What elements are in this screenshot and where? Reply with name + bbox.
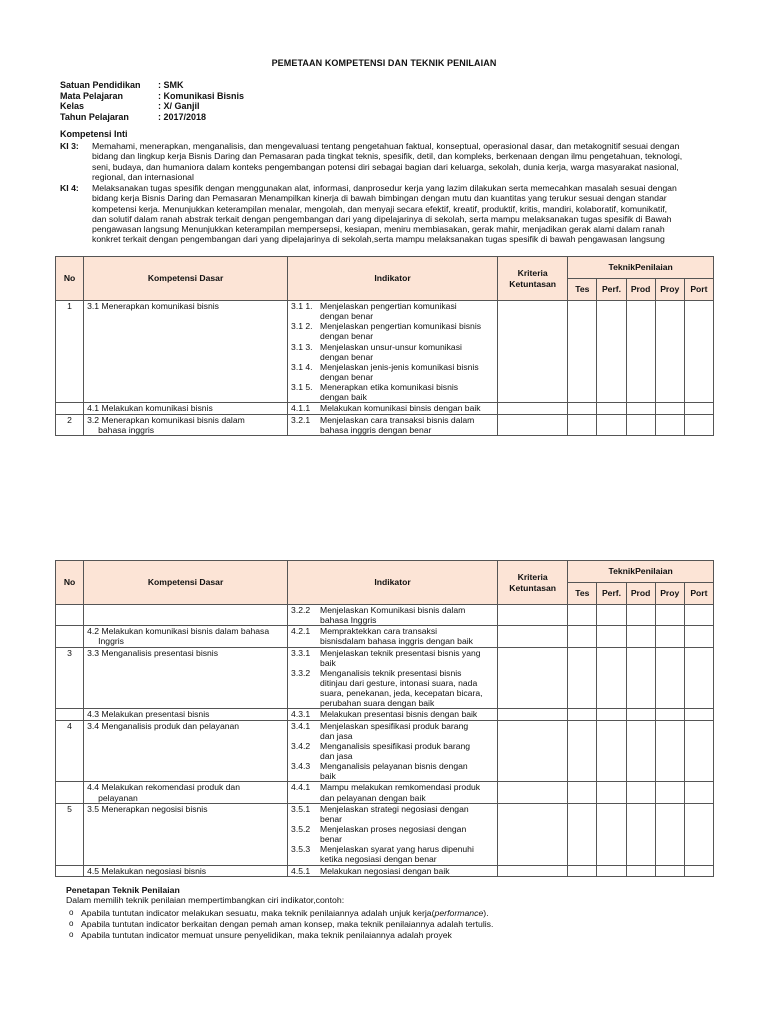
indikator-line: Melakukan negosiasi dengan baik xyxy=(320,865,450,876)
row-number xyxy=(56,626,84,647)
indikator-text xyxy=(320,741,494,761)
port-cell[interactable] xyxy=(684,709,713,720)
kompetensi-dasar-cell xyxy=(84,709,288,720)
header-port: Port xyxy=(684,279,713,301)
indikator-line: baik xyxy=(320,657,336,668)
indikator-number: 3.5.2 xyxy=(291,823,311,834)
kompetensi-dasar-line: 4.4 Melakukan rekomendasi produk dan xyxy=(87,782,240,793)
kompetensi-dasar-cell xyxy=(84,301,288,403)
tes-cell[interactable] xyxy=(568,803,597,865)
proy-cell[interactable] xyxy=(655,720,684,782)
kompetensi-dasar-cell xyxy=(84,414,288,435)
kriteria-cell[interactable] xyxy=(498,803,568,865)
port-cell[interactable] xyxy=(684,605,713,626)
port-cell[interactable] xyxy=(684,720,713,782)
kriteria-cell[interactable] xyxy=(498,403,568,414)
proy-cell[interactable] xyxy=(655,709,684,720)
indikator-line: Menjelaskan unsur-unsur komunikasi xyxy=(320,341,462,352)
indikator-item xyxy=(291,866,494,876)
indikator-number: 3.1 5. xyxy=(291,382,313,393)
kompetensi-dasar-line: 3.5 Menerapkan negosisi bisnis xyxy=(87,803,208,814)
header-kriteria xyxy=(498,257,568,301)
indikator-number: 3.5.1 xyxy=(291,803,311,814)
notes-item-text: Apabila tuntutan indicator melakukan sesuatu, maka teknik penilaiannya adalah unjuk kerja( xyxy=(81,907,435,918)
indikator-item xyxy=(291,844,494,864)
indikator-number: 3.3.1 xyxy=(291,647,311,658)
indikator-text xyxy=(320,301,494,321)
header-indikator: Indikator xyxy=(288,561,498,605)
tes-cell[interactable] xyxy=(568,865,597,876)
perf-cell[interactable] xyxy=(597,605,626,626)
kompetensi-dasar-line: 4.2 Melakukan komunikasi bisnis dalam bahasa xyxy=(87,626,270,637)
indikator-line: Menjelaskan spesifikasi produk barang xyxy=(320,720,469,731)
indikator-line: Menjelaskan pengertian komunikasi xyxy=(320,301,457,311)
bullet-icon: o xyxy=(69,907,74,917)
indikator-number: 4.5.1 xyxy=(291,865,311,876)
ki3-line: Memahami, menerapkan, menganalisis, dan mengevaluasi tentang pengetahuan faktual, konseptual, operasional dasar, dan metakognitif sesuai dengan xyxy=(92,141,680,151)
indikator-line: dengan benar xyxy=(320,311,374,322)
indikator-line: Menjelaskan syarat yang harus dipenuhi xyxy=(320,844,474,855)
indikator-text xyxy=(320,362,494,382)
row-number: 3 xyxy=(56,647,84,709)
ki4-block xyxy=(60,183,716,245)
identity-label: Mata Pelajaran xyxy=(60,90,124,101)
indikator-text xyxy=(320,782,494,802)
prod-cell[interactable] xyxy=(626,865,655,876)
port-cell[interactable] xyxy=(684,865,713,876)
row-number: 5 xyxy=(56,803,84,865)
header-proy: Proy xyxy=(655,279,684,301)
identity-row xyxy=(60,101,244,112)
indikator-line: Mampu melakukan remkomendasi produk xyxy=(320,782,481,793)
header-proy: Proy xyxy=(655,583,684,605)
indikator-line: baik xyxy=(320,771,336,782)
table-row xyxy=(56,803,714,865)
indikator-line: dan jasa xyxy=(320,730,353,741)
indikator-line: Menganalisis pelayanan bisnis dengan xyxy=(320,761,468,772)
kompetensi-dasar-cell xyxy=(84,605,288,626)
notes-item xyxy=(66,908,716,919)
notes-item-tail: ). xyxy=(483,907,489,918)
indikator-number: 3.4.1 xyxy=(291,720,311,731)
indikator-cell xyxy=(288,782,498,803)
indikator-cell xyxy=(288,626,498,647)
indikator-line: dengan baik xyxy=(320,392,367,403)
indikator-line: Menjelaskan jenis-jenis komunikasi bisnis xyxy=(320,361,479,372)
kompetensi-dasar-cell xyxy=(84,647,288,709)
header-perf: Perf. xyxy=(597,583,626,605)
indikator-line: dengan benar xyxy=(320,351,374,362)
identity-row xyxy=(60,112,244,123)
notes-item xyxy=(66,919,716,930)
document-title: PEMETAAN KOMPETENSI DAN TEKNIK PENILAIAN xyxy=(271,58,497,68)
indikator-text xyxy=(320,626,494,646)
indikator-line: dengan benar xyxy=(320,331,374,342)
proy-cell[interactable] xyxy=(655,605,684,626)
prod-cell[interactable] xyxy=(626,605,655,626)
kriteria-cell[interactable] xyxy=(498,626,568,647)
indikator-item xyxy=(291,709,494,719)
kompetensi-dasar-cell xyxy=(84,626,288,647)
indikator-number: 3.1 4. xyxy=(291,361,313,372)
competency-table-1 xyxy=(55,256,714,436)
perf-cell[interactable] xyxy=(597,403,626,414)
proy-cell[interactable] xyxy=(655,626,684,647)
notes-item-text: Apabila tuntutan indicator berkaitan dengan pemah aman konsep, maka teknik penilaiannya adalah tertulis. xyxy=(81,918,494,929)
table-row xyxy=(56,782,714,803)
identity-label: Kelas xyxy=(60,101,85,111)
header-kompetensi-dasar: Kompetensi Dasar xyxy=(84,561,288,605)
ki4-line: dan solutif dalam ranah abstrak terkait dengan pengembangan dari yang dipelajarinya di sekolah, serta mampu melaksanakan tugas spesifik di Bawah xyxy=(92,213,672,224)
indikator-text xyxy=(320,605,494,625)
notes-list xyxy=(66,908,716,941)
ki4-text xyxy=(92,183,716,245)
indikator-cell xyxy=(288,403,498,414)
indikator-item xyxy=(291,668,494,709)
indikator-text xyxy=(320,761,494,781)
indikator-line: benar xyxy=(320,813,343,824)
bullet-icon: o xyxy=(69,918,74,928)
header-indikator: Indikator xyxy=(288,257,498,301)
indikator-line: Menjelaskan pengertian komunikasi bisnis xyxy=(320,321,482,332)
indikator-number: 3.5.3 xyxy=(291,844,311,855)
header-teknik-penilaian: TeknikPenilaian xyxy=(568,561,714,583)
prod-cell[interactable] xyxy=(626,720,655,782)
indikator-text xyxy=(320,321,494,341)
perf-cell[interactable] xyxy=(597,626,626,647)
indikator-cell xyxy=(288,414,498,435)
row-number xyxy=(56,709,84,720)
indikator-text xyxy=(320,342,494,362)
ki4-line: kompetensi kerja. Menunjukkan keterampilan menalar, mengolah, dan menyaji secara efektif, kreatif, produktif, kritis, mandiri, kolaboratif, komunikatif, xyxy=(92,203,668,214)
indikator-line: ketika negosiasi dengan benar xyxy=(320,854,437,865)
kriteria-cell[interactable] xyxy=(498,782,568,803)
prod-cell[interactable] xyxy=(626,647,655,709)
row-number: 2 xyxy=(56,414,84,435)
header-kriteria-line: Kriteria xyxy=(517,572,548,583)
table-row xyxy=(56,647,714,709)
indikator-number: 3.3.2 xyxy=(291,667,311,678)
kompetensi-dasar-cell xyxy=(84,803,288,865)
indikator-number: 3.2.1 xyxy=(291,414,311,425)
kompetensi-dasar-line: 3.3 Menganalisis presentasi bisnis xyxy=(87,647,219,658)
indikator-line: Menganalisis spesifikasi produk barang xyxy=(320,740,471,751)
tes-cell[interactable] xyxy=(568,301,597,403)
port-cell[interactable] xyxy=(684,301,713,403)
indikator-number: 4.3.1 xyxy=(291,709,311,720)
perf-cell[interactable] xyxy=(597,720,626,782)
indikator-number: 3.1 3. xyxy=(291,341,313,352)
indikator-line: Melakukan presentasi bisnis dengan baik xyxy=(320,709,478,720)
tes-cell[interactable] xyxy=(568,647,597,709)
indikator-cell xyxy=(288,865,498,876)
tes-cell[interactable] xyxy=(568,605,597,626)
indikator-text xyxy=(320,844,494,864)
ki3-line: regional, dan internasional xyxy=(92,171,194,182)
kriteria-cell[interactable] xyxy=(498,720,568,782)
header-kriteria-line: Ketuntasan xyxy=(509,582,557,593)
indikator-text xyxy=(320,709,494,719)
header-prod: Prod xyxy=(626,279,655,301)
kompetensi-dasar-line: 4.5 Melakukan negosiasi bisnis xyxy=(87,865,207,876)
row-number: 4 xyxy=(56,720,84,782)
indikator-line: Menganalisis teknik presentasi bisnis xyxy=(320,667,462,678)
prod-cell[interactable] xyxy=(626,626,655,647)
kriteria-cell[interactable] xyxy=(498,605,568,626)
indikator-number: 3.1 1. xyxy=(291,301,313,311)
row-number: 1 xyxy=(56,301,84,403)
ki3-text xyxy=(92,141,716,182)
proy-cell[interactable] xyxy=(655,865,684,876)
proy-cell[interactable] xyxy=(655,782,684,803)
bullet-icon: o xyxy=(69,929,74,939)
table-row xyxy=(56,865,714,876)
perf-cell[interactable] xyxy=(597,803,626,865)
indikator-item xyxy=(291,415,494,435)
proy-cell[interactable] xyxy=(655,803,684,865)
indikator-item xyxy=(291,342,494,362)
tes-cell[interactable] xyxy=(568,626,597,647)
indikator-number: 3.2.2 xyxy=(291,605,311,615)
row-number xyxy=(56,865,84,876)
ki3-block xyxy=(60,141,716,182)
header-kriteria-line: Ketuntasan xyxy=(509,278,557,289)
indikator-item xyxy=(291,321,494,341)
indikator-line: Menjelaskan strategi negosiasi dengan xyxy=(320,803,469,814)
indikator-line: Menjelaskan Komunikasi bisnis dalam xyxy=(320,605,466,615)
table-row xyxy=(56,709,714,720)
indikator-item xyxy=(291,721,494,741)
indikator-item xyxy=(291,301,494,321)
prod-cell[interactable] xyxy=(626,803,655,865)
kompetensi-dasar-line: 3.4 Menganalisis produk dan pelayanan xyxy=(87,720,240,731)
ki3-line: seni, budaya, dan humaniora dalam konteks pengembangan potensi diri sebagai bagian dari keluarga, sekolah, dunia kerja, warga masyarakat nasional, xyxy=(92,161,679,172)
notes-item-text: Apabila tuntutan indicator memuat unsure penyelidikan, maka teknik penilaiannya adalah proyek xyxy=(81,929,452,940)
port-cell[interactable] xyxy=(684,403,713,414)
proy-cell[interactable] xyxy=(655,647,684,709)
ki4-line: pengawasan langsung Menunjukkan keterampilan mempersepsi, kesiapan, meniru membiasakan, gerak mahir, menjadikan gerak alami dalam ranah xyxy=(92,224,665,235)
indikator-text xyxy=(320,804,494,824)
port-cell[interactable] xyxy=(684,647,713,709)
kompetensi-dasar-line: 4.3 Melakukan presentasi bisnis xyxy=(87,709,210,720)
indikator-number: 4.2.1 xyxy=(291,626,311,637)
notes-intro: Dalam memilih teknik penilaian mempertimbangkan ciri indikator,contoh: xyxy=(66,895,345,906)
indikator-cell xyxy=(288,709,498,720)
indikator-line: Menerapkan etika komunikasi bisnis xyxy=(320,382,459,393)
tes-cell[interactable] xyxy=(568,782,597,803)
kriteria-cell[interactable] xyxy=(498,865,568,876)
indikator-item xyxy=(291,782,494,802)
proy-cell[interactable] xyxy=(655,301,684,403)
indikator-line: Menjelaskan teknik presentasi bisnis yang xyxy=(320,647,481,658)
kompetensi-dasar-cell xyxy=(84,782,288,803)
kriteria-cell[interactable] xyxy=(498,709,568,720)
indikator-cell xyxy=(288,647,498,709)
table-row xyxy=(56,403,714,414)
perf-cell[interactable] xyxy=(597,647,626,709)
ki3-line: bidang dan lingkup kerja Bisnis Daring dan Pemasaran pada tingkat teknis, spesifik, detil, dan kompleks, berkenaan dengan ilmu pengetahuan, teknologi, xyxy=(92,151,683,162)
ki4-line: konkret terkait dengan pengembangan dari yang dipelajarinya di sekolah,serta mampu melaksanakan tugas spesifik di bawah pengawasan langsung xyxy=(92,234,665,245)
indikator-line: dengan benar xyxy=(320,371,374,382)
ki3-key: KI 3: xyxy=(60,141,79,151)
indikator-item xyxy=(291,605,494,625)
indikator-number: 4.4.1 xyxy=(291,782,311,793)
header-kompetensi-dasar: Kompetensi Dasar xyxy=(84,257,288,301)
kompetensi-dasar-cell xyxy=(84,865,288,876)
perf-cell[interactable] xyxy=(597,782,626,803)
indikator-item xyxy=(291,761,494,781)
notes-heading: Penetapan Teknik Penilaian xyxy=(66,885,180,895)
indikator-line: dan jasa xyxy=(320,750,353,761)
assessment-notes xyxy=(66,885,716,941)
indikator-line: Mempraktekkan cara transaksi xyxy=(320,626,438,637)
port-cell[interactable] xyxy=(684,414,713,435)
proy-cell[interactable] xyxy=(655,403,684,414)
table-row xyxy=(56,414,714,435)
identity-label: Satuan Pendidikan xyxy=(60,80,141,90)
port-cell[interactable] xyxy=(684,626,713,647)
competency-table-2 xyxy=(55,560,714,877)
prod-cell[interactable] xyxy=(626,414,655,435)
identity-value: : 2017/2018 xyxy=(158,111,207,122)
port-cell[interactable] xyxy=(684,782,713,803)
header-perf: Perf. xyxy=(597,279,626,301)
indikator-item xyxy=(291,741,494,761)
tes-cell[interactable] xyxy=(568,414,597,435)
header-tes: Tes xyxy=(568,279,597,301)
indikator-line: dan pelayanan dengan baik xyxy=(320,792,426,803)
kompetensi-dasar-line: 3.2 Menerapkan komunikasi bisnis dalam xyxy=(87,414,245,425)
kompetensi-inti-heading: Kompetensi Inti xyxy=(60,129,128,139)
indikator-item xyxy=(291,804,494,824)
header-tes: Tes xyxy=(568,583,597,605)
identity-block xyxy=(60,80,244,122)
indikator-item xyxy=(291,403,494,413)
indikator-item xyxy=(291,362,494,382)
proy-cell[interactable] xyxy=(655,414,684,435)
header-no: No xyxy=(56,257,84,301)
indikator-cell xyxy=(288,803,498,865)
tes-cell[interactable] xyxy=(568,720,597,782)
tes-cell[interactable] xyxy=(568,403,597,414)
kompetensi-dasar-line: 3.1 Menerapkan komunikasi bisnis xyxy=(87,301,219,311)
kompetensi-dasar-cell xyxy=(84,403,288,414)
row-number xyxy=(56,782,84,803)
indikator-text xyxy=(320,648,494,668)
indikator-number: 3.4.2 xyxy=(291,740,311,751)
row-number xyxy=(56,605,84,626)
indikator-line: bisnisdalam bahasa inggris dengan baik xyxy=(320,636,473,647)
table-row xyxy=(56,720,714,782)
header-port: Port xyxy=(684,583,713,605)
tes-cell[interactable] xyxy=(568,709,597,720)
identity-value: : SMK xyxy=(158,80,184,90)
identity-label: Tahun Pelajaran xyxy=(60,111,129,122)
table-row xyxy=(56,301,714,403)
port-cell[interactable] xyxy=(684,803,713,865)
identity-value: : Komunikasi Bisnis xyxy=(158,90,245,101)
identity-row xyxy=(60,91,244,102)
header-row xyxy=(56,561,714,583)
kriteria-cell[interactable] xyxy=(498,414,568,435)
kompetensi-dasar-line: 4.1 Melakukan komunikasi bisnis xyxy=(87,403,213,414)
indikator-line: Menjelaskan cara transaksi bisnis dalam xyxy=(320,414,475,425)
perf-cell[interactable] xyxy=(597,414,626,435)
indikator-number: 4.1.1 xyxy=(291,403,311,414)
indikator-text xyxy=(320,415,494,435)
indikator-line: Menjelaskan proses negosiasi dengan xyxy=(320,823,467,834)
prod-cell[interactable] xyxy=(626,782,655,803)
identity-row xyxy=(60,80,244,91)
ki4-line: bidang kerja Bisnis Daring dan Pemasaran Menampilkan kinerja di bawah bimbingan dengan mutu dan kuantitas yang terukur sesuai dengan standar xyxy=(92,193,667,204)
indikator-item xyxy=(291,824,494,844)
table-row xyxy=(56,605,714,626)
indikator-text xyxy=(320,721,494,741)
indikator-line: bahasa Inggris xyxy=(320,615,377,626)
indikator-text xyxy=(320,382,494,402)
prod-cell[interactable] xyxy=(626,301,655,403)
indikator-text xyxy=(320,668,494,709)
header-kriteria-line: Kriteria xyxy=(517,268,548,279)
kompetensi-dasar-line: Inggris xyxy=(98,636,124,647)
indikator-text xyxy=(320,403,494,413)
indikator-line: benar xyxy=(320,834,343,845)
ki4-key: KI 4: xyxy=(60,183,79,193)
kompetensi-dasar-line: bahasa inggris xyxy=(98,424,155,435)
header-kriteria xyxy=(498,561,568,605)
perf-cell[interactable] xyxy=(597,865,626,876)
indikator-line: ditinjau dari gesture, intonasi suara, nada xyxy=(320,677,478,688)
notes-item-emphasis: performance xyxy=(434,907,484,918)
indikator-cell xyxy=(288,720,498,782)
kompetensi-dasar-line: pelayanan xyxy=(98,792,138,803)
indikator-text xyxy=(320,866,494,876)
row-number xyxy=(56,403,84,414)
prod-cell[interactable] xyxy=(626,403,655,414)
ki4-line: Melaksanakan tugas spesifik dengan menggunakan alat, informasi, danprosedur kerja yang lazim dilakukan serta memecahkan masalah sesuai dengan xyxy=(92,183,677,193)
prod-cell[interactable] xyxy=(626,709,655,720)
indikator-line: bahasa inggris dengan benar xyxy=(320,424,432,435)
perf-cell[interactable] xyxy=(597,709,626,720)
indikator-line: Melakukan komunikasi binsis dengan baik xyxy=(320,403,481,414)
notes-item xyxy=(66,930,716,941)
perf-cell[interactable] xyxy=(597,301,626,403)
kriteria-cell[interactable] xyxy=(498,647,568,709)
indikator-item xyxy=(291,648,494,668)
header-no: No xyxy=(56,561,84,605)
kriteria-cell[interactable] xyxy=(498,301,568,403)
indikator-number: 3.4.3 xyxy=(291,761,311,772)
indikator-cell xyxy=(288,605,498,626)
table-row xyxy=(56,626,714,647)
header-row xyxy=(56,257,714,279)
header-prod: Prod xyxy=(626,583,655,605)
indikator-item xyxy=(291,626,494,646)
indikator-number: 3.1 2. xyxy=(291,321,313,332)
indikator-text xyxy=(320,824,494,844)
indikator-cell xyxy=(288,301,498,403)
identity-value: : X/ Ganjil xyxy=(158,101,200,111)
kompetensi-dasar-cell xyxy=(84,720,288,782)
header-teknik-penilaian: TeknikPenilaian xyxy=(568,257,714,279)
indikator-item xyxy=(291,382,494,402)
indikator-line: perubahan suara dengan baik xyxy=(320,698,435,709)
indikator-line: suara, penekanan, jeda, kecepatan bicara, xyxy=(320,688,483,699)
